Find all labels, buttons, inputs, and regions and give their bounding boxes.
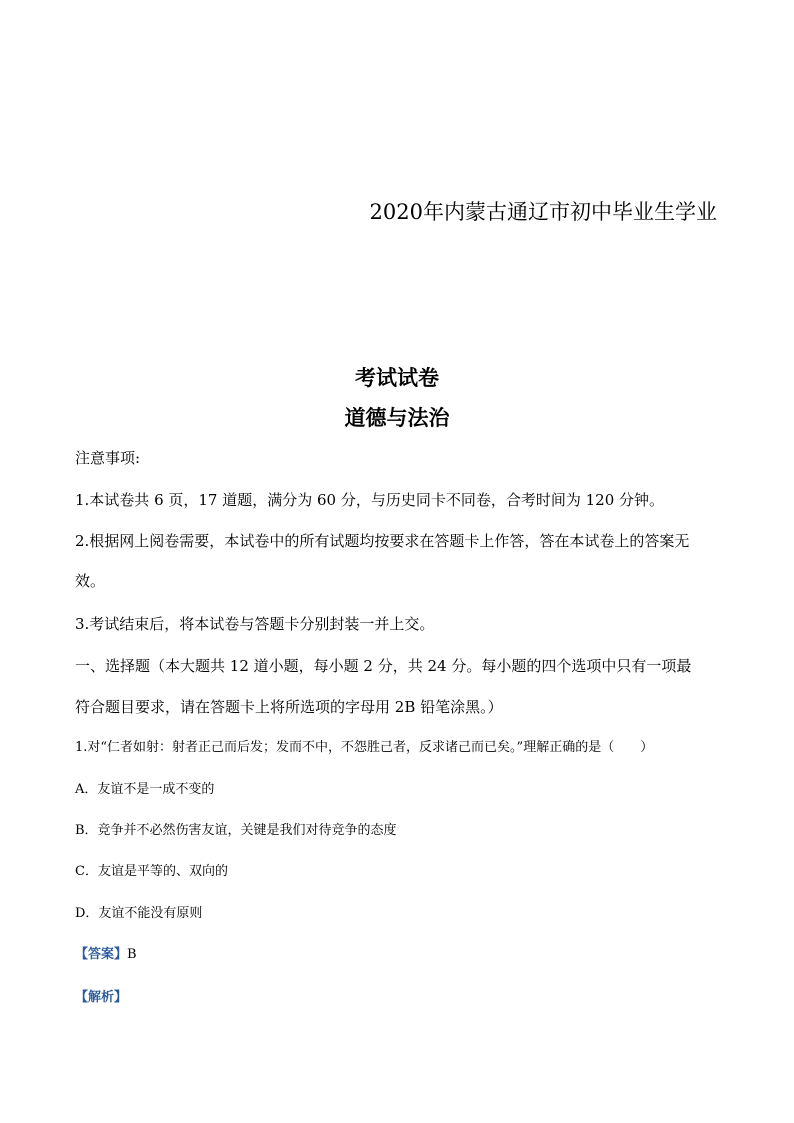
analysis-line <box>75 985 725 1011</box>
notice-item-3: 3.考试结束后，将本试卷与答题卡分别封装一并上交。 <box>75 615 435 633</box>
analysis-label: 【解析】 <box>75 990 128 1005</box>
answer-value: B <box>127 947 137 962</box>
question-stem: 1.对“仁者如射：射者正己而后发；发而不中，不怨胜己者，反求诸己而已矣。”理解正确的是（ ） <box>75 740 654 755</box>
exam-subtitle: 考试试卷 <box>355 365 439 390</box>
answer-label: 【答案】 <box>75 947 128 962</box>
option-c: C．友谊是平等的、双向的 <box>75 864 228 879</box>
option-b: B．竞争并不必然伤害友谊，关键是我们对待竞争的态度 <box>75 823 397 838</box>
notice-heading: 注意事项: <box>75 449 141 467</box>
subject-title: 道德与法治 <box>344 405 450 430</box>
option-d: D．友谊不能没有原则 <box>75 906 203 921</box>
answer-line <box>75 942 725 968</box>
section-heading-cont: 符合题目要求，请在答题卡上将所选项的字母用 2B 铅笔涂黑。） <box>75 698 503 716</box>
notice-item-2: 2.根据网上阅卷需要，本试卷中的所有试题均按要求在答题卡上作答，答在本试卷上的答案无 <box>75 532 690 550</box>
notice-item-2-cont: 效。 <box>75 572 106 590</box>
option-a: A．友谊不是一成不变的 <box>75 782 215 797</box>
exam-title: 2020年内蒙古通辽市初中毕业生学业 <box>369 200 717 224</box>
notice-item-1: 1.本试卷共 6 页，17 道题，满分为 60 分，与历史同卡不同卷，合考时间为 120 分钟。 <box>75 491 665 509</box>
section-heading: 一、选择题（本大题共 12 道小题，每小题 2 分，共 24 分。每小题的四个选项中只有一项最 <box>75 657 692 675</box>
